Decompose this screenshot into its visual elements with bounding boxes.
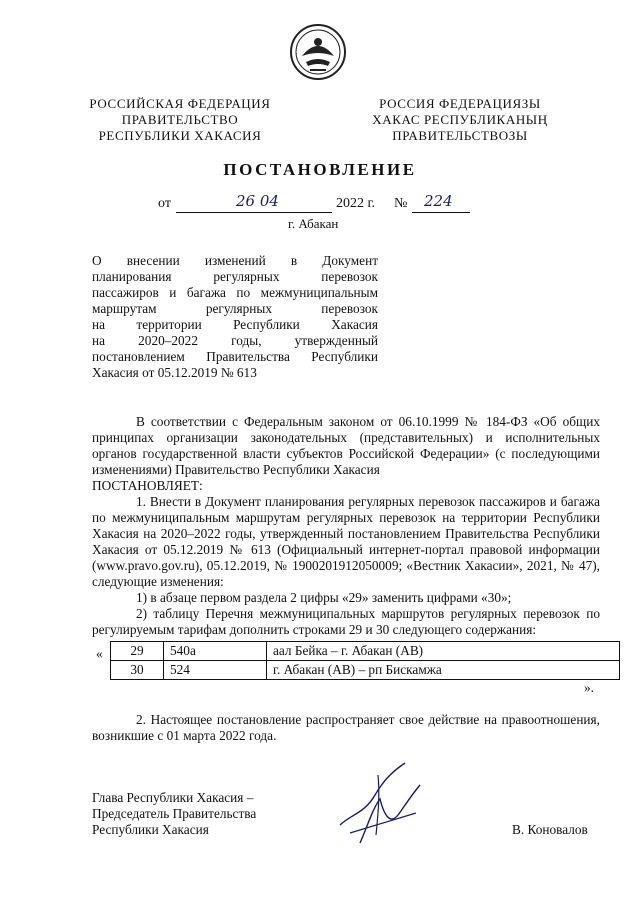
header-left-line-1: РОССИЙСКАЯ ФЕДЕРАЦИЯ	[89, 96, 271, 111]
header-left-line-3: РЕСПУБЛИКИ ХАКАСИЯ	[98, 128, 262, 143]
body-part-2	[92, 712, 600, 744]
subject-line: планирования регулярных перевозок	[92, 269, 378, 284]
header-right-line-2: ХАКАС РЕСПУБЛИКАНЫҢ	[372, 112, 548, 127]
date-year: 2022 г.	[336, 196, 376, 211]
signatory-position-line: Республики Хакасия	[92, 822, 209, 837]
signatory-name: В. Коновалов	[512, 822, 588, 837]
number-label: №	[394, 196, 408, 211]
signatory-position-line: Председатель Правительства	[92, 806, 257, 821]
header-right-line-3: ПРАВИТЕЛЬСТВОЗЫ	[392, 128, 528, 143]
handwritten-date: 26 04	[236, 192, 279, 210]
date-number-line	[0, 192, 640, 216]
subject-block	[92, 253, 378, 381]
header-right	[360, 96, 560, 144]
route-code: 524	[164, 661, 267, 680]
table-row	[111, 642, 620, 661]
handwritten-number: 224	[424, 192, 453, 210]
document-title: ПОСТАНОВЛЕНИЕ	[223, 160, 417, 179]
route-name: аал Бейка – г. Абакан (АВ)	[267, 642, 620, 661]
subject-line: Хакасия от 05.12.2019 № 613	[92, 365, 257, 380]
body-part-1	[92, 414, 600, 638]
quote-open: «	[96, 646, 103, 661]
subject-line: на 2020–2022 годы, утвержденный	[92, 333, 378, 348]
handwritten-signature	[320, 755, 440, 850]
subject-line: пассажиров и багажа по межмуниципальным	[92, 285, 378, 300]
decree-word: ПОСТАНОВЛЯЕТ:	[92, 478, 203, 493]
table-row	[111, 661, 620, 680]
route-number: 30	[111, 661, 164, 680]
item-1-sub-1: 1) в абзаце первом раздела 2 цифры «29» заменить цифрами «30»;	[136, 590, 512, 605]
subject-line: О внесении изменений в Документ	[92, 253, 378, 268]
city: г. Абакан	[288, 216, 339, 231]
signatory-position	[92, 790, 256, 838]
date-prefix: от	[158, 196, 171, 211]
header-left-line-2: ПРАВИТЕЛЬСТВО	[121, 112, 239, 127]
signatory-position-line: Глава Республики Хакасия –	[92, 790, 254, 805]
route-code: 540а	[164, 642, 267, 661]
quote-close: ».	[584, 680, 594, 695]
route-name: г. Абакан (АВ) – рп Бискамжа	[267, 661, 620, 680]
subject-line: постановлением Правительства Республики	[92, 349, 378, 364]
item-1: 1. Внести в Документ планирования регулярных перевозок пассажиров и багажа по межмуниципальным маршрутам регулярных перевозок на территории Республики Хакасия на 2020–2022 годы, утвержденный постановлением Правительства Республики Хакасия от 05.12.2019 № 613 (Официальный интернет-портал правовой информации (www.pravo.gov.ru), 05.12.2019, № 1900201912050009; «Вестник Хакасии», 2021, № 47), следующие изменения:	[92, 494, 600, 589]
coat-of-arms-emblem	[288, 22, 348, 82]
item-1-sub-2: 2) таблицу Перечня межмуниципальных маршрутов регулярных перевозок по регулируемым тарифам дополнить строками 29 и 30 следующего содержания:	[92, 606, 600, 637]
subject-line: маршрутам регулярных перевозок	[92, 301, 378, 316]
route-number: 29	[111, 642, 164, 661]
item-2: 2. Настоящее постановление распространяет свое действие на правоотношения, возникшие с 01 марта 2022 года.	[92, 712, 600, 743]
header-right-line-1: РОССИЯ ФЕДЕРАЦИЯЗЫ	[379, 96, 541, 111]
header-left	[80, 96, 280, 144]
preamble: В соответствии с Федеральным законом от 06.10.1999 № 184-ФЗ «Об общих принципах организации законодательных (представительных) и исполнительных органов государственной власти субъектов Российской Федерации» (с последующими изменениями) Правительство Республики Хакасия	[92, 414, 600, 477]
routes-table	[110, 641, 620, 680]
subject-line: на территории Республики Хакасия	[92, 317, 378, 332]
